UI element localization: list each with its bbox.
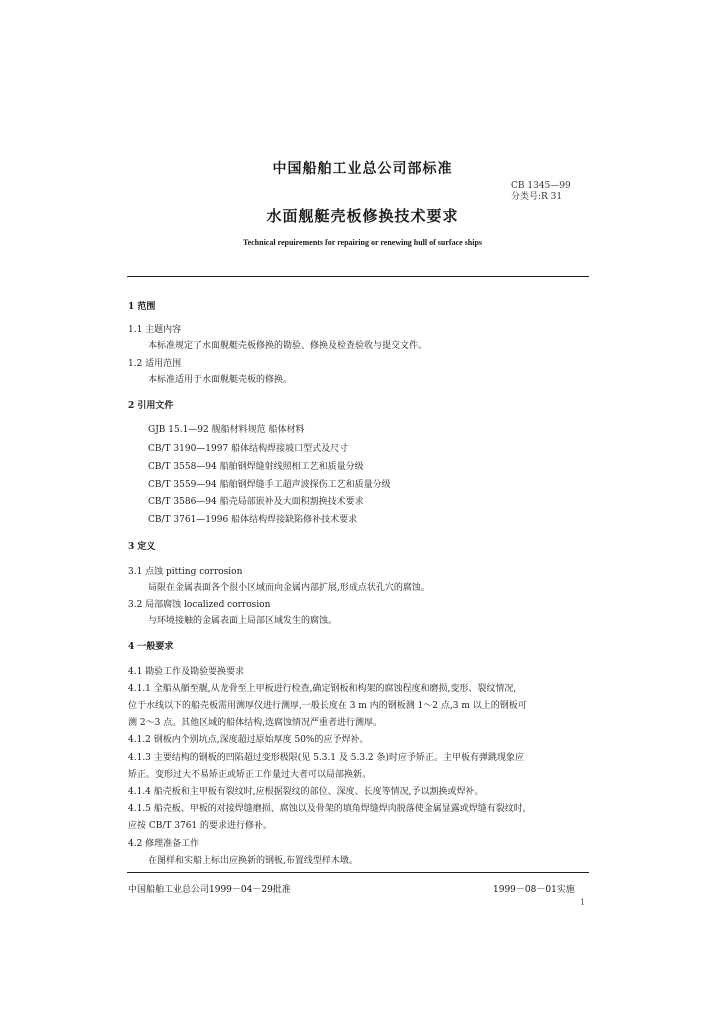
section-1-heading: 1 范围	[128, 302, 156, 312]
paragraph-line: 4.1.1 全船从艏至艉,从龙骨至上甲板进行检查,确定钢板和构架的腐蚀程度和磨损,变形、裂纹情况,	[128, 684, 517, 694]
paragraph-line: 矫正。变形过大不易矫正或矫正工作量过大者可以局部换新。	[128, 770, 372, 780]
paragraph-line: 测 2～3 点。其他区域的船体结构,选腐蚀情况严重者进行测厚。	[128, 718, 383, 728]
paragraph-line: 4.1.5 船壳板、甲板的对接焊缝磨损、腐蚀以及骨架的填角焊缝焊肉脱落使金属显露或焊缝有裂纹时,	[128, 804, 526, 814]
header-rule	[127, 276, 589, 277]
issuing-organization: 中国船舶工业总公司部标准	[272, 161, 453, 177]
section-3-1-heading: 3.1 点蚀 pitting corrosion	[128, 567, 243, 577]
section-4-heading: 4 一般要求	[128, 642, 174, 652]
reference-item: CB/T 3190—1997 船体结构焊接坡口型式及尺寸	[148, 444, 349, 454]
section-4-2-heading: 4.2 修理准备工作	[128, 839, 200, 849]
section-1-1-heading: 1.1 主题内容	[128, 325, 182, 335]
section-1-1-text: 本标准规定了水面舰艇壳板修换的勘验、修换及检查验收与提交文件。	[148, 341, 428, 351]
document-title-english: Technical repuirements for repairing or renewing hull of surface ships	[242, 238, 483, 247]
section-4-1-heading: 4.1 勘验工作及勘验要换要求	[128, 667, 245, 677]
document-title: 水面舰艇壳板修换技术要求	[266, 207, 459, 225]
paragraph-line: 4.1.2 钢板内个别坑点,深度超过原始厚度 50%的应予焊补。	[128, 735, 369, 745]
paragraph-line: 4.1.4 船壳板和主甲板有裂纹时,应根据裂纹的部位、深度、长度等情况,予以割换或焊补。	[128, 787, 484, 797]
section-1-2-heading: 1.2 适用范围	[128, 359, 182, 369]
approval-line: 中国船舶工业总公司1999－04－29批准	[128, 885, 291, 895]
reference-item: GJB 15.1—92 舰船材料规范 船体材料	[148, 425, 305, 435]
reference-item: CB/T 3586—94 船壳局部嵌补及大面积割换技术要求	[148, 497, 364, 507]
section-3-2-text: 与环境接触的金属表面上局部区域发生的腐蚀。	[148, 616, 338, 626]
section-1-2-text: 本标准适用于水面舰艇壳板的修换。	[148, 375, 293, 385]
paragraph-line: 应按 CB/T 3761 的要求进行修补。	[128, 821, 273, 831]
standard-number-block	[511, 181, 571, 203]
reference-item: CB/T 3761—1996 船体结构焊接缺陷修补技术要求	[148, 515, 358, 525]
paragraph-line: 位于水线以下的船壳板需用测厚仪进行测厚,一般长度在 3 m 内的钢板测 1～2 点,3 m 以上的钢板可	[128, 701, 527, 711]
effective-date: 1999－08－01实施	[493, 885, 575, 895]
reference-item: CB/T 3559—94 船舶钢焊缝手工超声波探伤工艺和质量分级	[148, 480, 391, 490]
section-3-1-text: 局限在金属表面各个很小区域而向金属内部扩展,形成点状孔穴的腐蚀。	[148, 583, 430, 593]
classification-number: 分类号:R 31	[511, 192, 563, 202]
section-2-heading: 2 引用文件	[128, 401, 174, 411]
section-4-2-text: 在图样和实船上标出应换新的钢板,布置线型样木墩。	[148, 856, 358, 866]
section-3-heading: 3 定义	[128, 542, 156, 552]
page-number: 1	[580, 898, 586, 907]
standard-number: CB 1345—99	[511, 181, 571, 191]
footer-rule	[127, 872, 589, 873]
reference-item: CB/T 3558—94 船舶钢焊缝射线照相工艺和质量分级	[148, 462, 364, 472]
paragraph-line: 4.1.3 主要结构的钢板的凹陷超过变形极限(见 5.3.1 及 5.3.2 条)时应予矫正。主甲板有弹跳现象应	[128, 753, 525, 763]
section-3-2-heading: 3.2 局部腐蚀 localized corrosion	[128, 600, 271, 610]
